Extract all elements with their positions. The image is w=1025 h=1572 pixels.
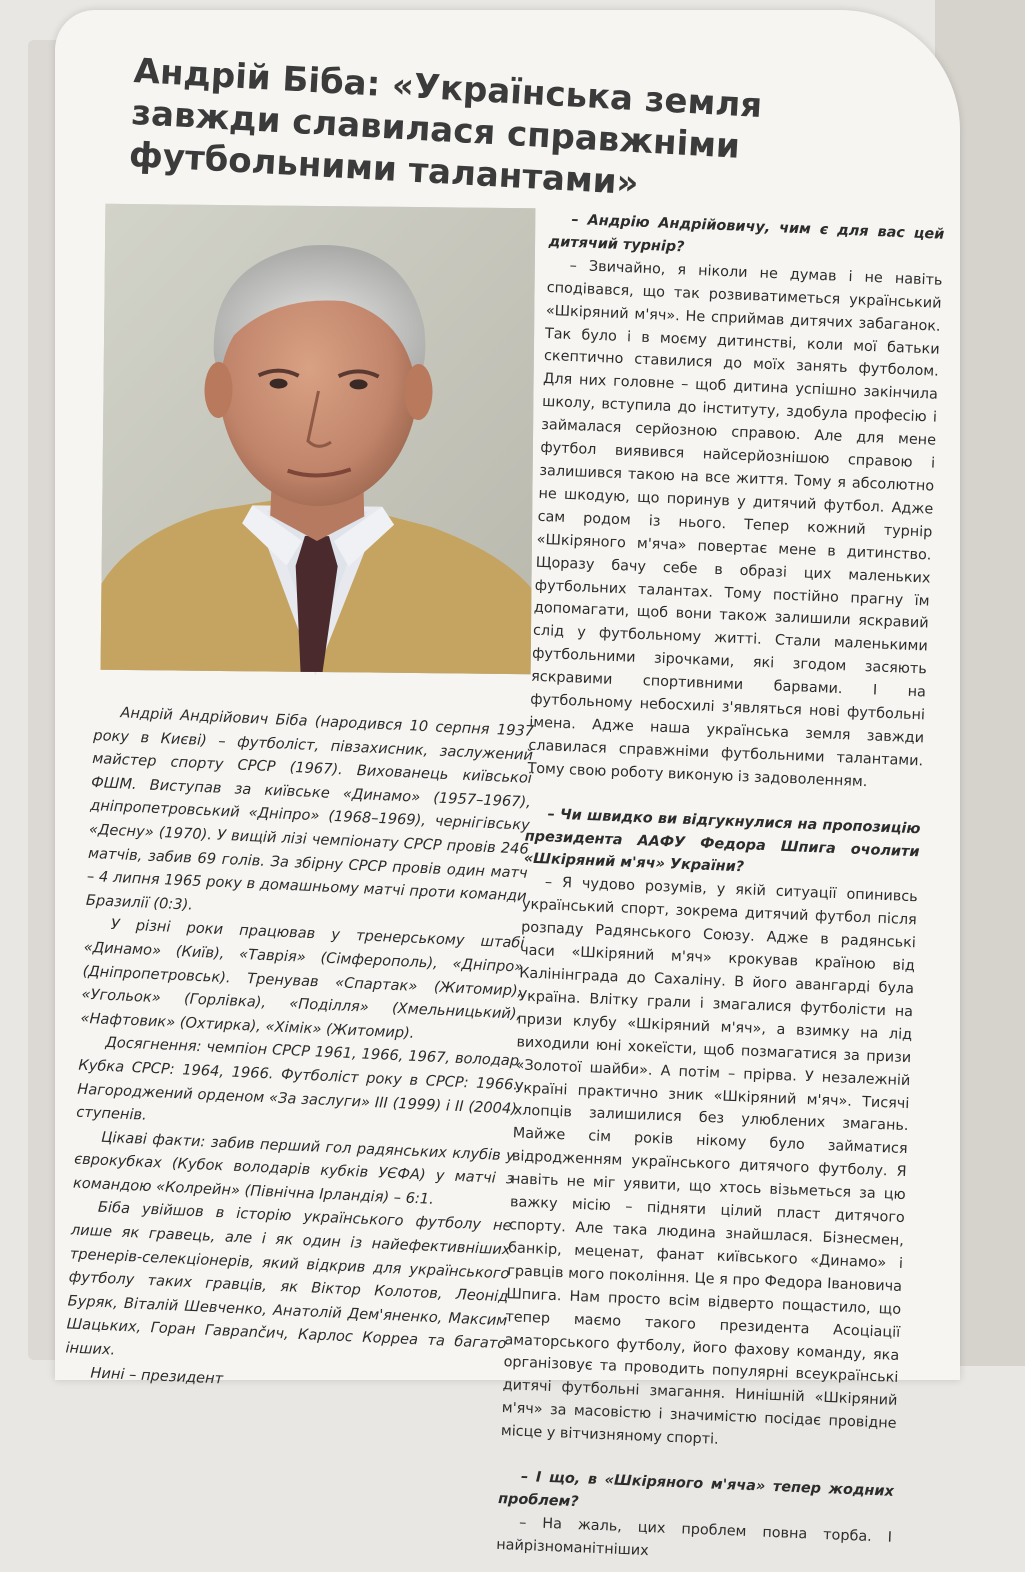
portrait-illustration (101, 204, 536, 674)
interview-column (496, 208, 945, 1572)
article-title: Андрій Біба: «Українська земля завжди славилася справжніми футбольними талантами» (128, 50, 764, 204)
bio-paragraph: Біба увійшов в історію українського футболу не лише як гравець, але і як один із найефективніших тренерів-селекціонерів, який відкрив для українського футболу таких гравців, як Віктор Колотов, Леонід Буряк, Віталій Шевченко, Анатолій Дем'яненко, Максим Шацьких, Горан Гаврančич, Карлос Коррea та багато інших. (65, 1199, 512, 1359)
bio-paragraph: Андрій Андрійович Біба (народився 10 серпня 1937 року в Києві) – футболіст, півзахисник, заслужений майстер спорту СРСР (1967). Вихованець київської ФШМ. Виступав за київське «Динамо» (1957–1967), дніпропетровський «Дніпро» (1968–1969), чернігівську «Десну» (1970). У вищій лізі чемпіонату СРСР провів 246 матчів, забив 69 голів. За збірну СРСР провів один матч – 4 липня 1965 року в домашньому матчі проти команди Бразилії (0:3). (85, 704, 535, 914)
interview-question: – Чи швидко ви відгукнулися на пропозицію президента ААФУ Федора Шпига очолити «Шкіряний м'яч» України? (523, 806, 921, 876)
interview-question: – І що, в «Шкіряного м'яча» тепер жодних проблем? (497, 1468, 895, 1511)
bio-paragraph: Досягнення: чемпіон СРСР 1961, 1966, 1967, володар Кубка СРСР: 1964, 1966. Футболіст року в СРСР: 1966. Нагороджений орденом «За заслуги» ІІІ (1999) і ІІ (2004) ступенів. (75, 1034, 520, 1124)
interview-answer: – Я чудово розумів, у якій ситуації опинивсь український спорт, зокрема дитячий футбол після розпаду Радянського Союзу. Адже в радянські часи «Шкіряний м'яч» крокував країною від Калінінграда до Сахаліну. В його авангарді була Україна. Влітку грали і змагалися футболісти на призи клубу «Шкіряний м'яч», а взимку на лід виходили юні хокеїсти, щоб позмагатися за призи «Золотої шайби». А потім – прірва. У незалежній Україні практично зник «Шкіряний м'яч». Тисячі хлопців залишилися без улюблених змагань. Майже сім років нікому було займатися відродженням українського дитячого футболу. Я навіть не міг уявити, що хтось візьметься за цю важку місію – підняти цілий пласт дитячого спорту. Але така людина знайшлася. Бізнесмен, банкір, меценат, фанат київського «Динамо» і гравців мого покоління. Це я про Федора Івановича Шпига. Нам просто всім відверто пощастило, що тепер маємо такого президента Асоціації аматорського футболу, його фахову команду, яка організовує та проводить популярні всеукраїнські дитячі футбольні змагання. Нинішній «Шкіряний м'яч» за масовістю і значимістю посідає провідне місце у вітчизняному спорті. (500, 874, 918, 1448)
bio-paragraph: У різні роки працював у тренерському штабі «Динамо» (Київ), «Таврія» (Сімферополь), «Дніпро» (Дніпропетровськ). Тренував «Спартак» (Житомир), «Угольок» (Горлівка), «Поділля» (Хмельницький), «Нафтовик» (Охтирка), «Хімік» (Житомир). (80, 916, 525, 1042)
magazine-page (55, 10, 960, 1559)
biography-text (64, 700, 535, 1403)
bio-paragraph: Цікаві факти: забив перший гол радянських клубів у єврокубках (Кубок володарів кубків УЄФА) у матчі з командою «Колрейн» (Північна Ірландія) – 6:1. (72, 1128, 516, 1208)
interview-answer: – На жаль, цих проблем повна торба. І найрізноманітніших (495, 1514, 893, 1559)
portrait-photo (101, 204, 536, 674)
interview-answer: – Звичайно, я ніколи не думав і не навіть сподівався, що так розвиватиметься український «Шкіряний м'яч». Не сприймав дитячих забаганок. Так було і в моєму дитинстві, коли мої батьки скептично ставилися до моїх занять футболом. Для них головне – щоб дитина успішно закінчила школу, вступила до інституту, здобула професію і займалася серйозною справою. Але для мене футбол виявився найсерйознішою справою і залишився такою на все життя. Тому я абсолютно не шкодую, що поринув у дитячий футбол. Адже сам родом із нього. Тепер кожний турнір «Шкіряного м'яча» повертає мене в дитинство. Щоразу бачу себе в образі цих маленьких футбольних талантах. Тому постійно прагну їм допомагати, щоб вони також залишили яскравий слід у футбольному житті. Стали маленькими футбольними зірочками, які згодом засяють яскравими спортивними барвами. І на футбольному небосхилі з'являться нові футбольні імена. Адже наша українська земля завжди славилася справжніми футбольними талантами. Тому свою роботу виконую із задоволенням. (527, 257, 943, 790)
interview-question: – Андрію Андрійовичу, чим є для вас цей дитячий турнір? (548, 211, 945, 256)
bio-paragraph: Нині – президент (90, 1364, 224, 1388)
